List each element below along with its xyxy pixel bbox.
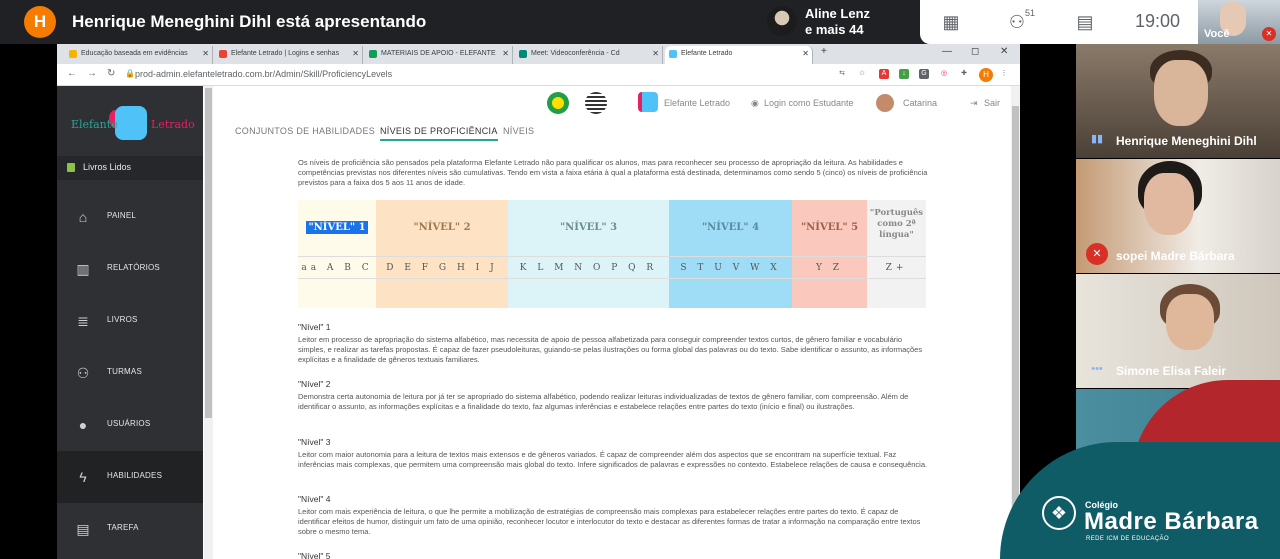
books-read-label: Livros Lidos (83, 162, 132, 172)
browser-tab-4[interactable] (515, 46, 663, 64)
mic-muted-icon: ✕ (1086, 243, 1108, 265)
close-tab-icon[interactable]: ✕ (502, 49, 509, 58)
participant-tile-1[interactable] (1076, 44, 1280, 158)
level-cell-4 (669, 278, 792, 308)
tab-favicon (519, 50, 527, 58)
sidebar-item-turmas[interactable] (57, 347, 203, 399)
presenting-text: Henrique Meneghini Dihl está apresentando (72, 12, 427, 31)
school-emblem-icon: ❖ (1042, 496, 1076, 530)
elephant-icon (115, 106, 147, 140)
level-letters-pt2: Z+ (867, 256, 926, 278)
main-scroll-thumb[interactable] (1012, 106, 1019, 526)
level-header-4 (669, 200, 792, 256)
level-description-2 (298, 379, 928, 412)
layout-grid-icon[interactable]: ▦ (942, 12, 960, 32)
level-description-1 (298, 322, 928, 365)
extension-icon[interactable]: G (919, 69, 929, 79)
url-field[interactable]: prod-admin.elefanteletrado.com.br/Admin/Skill/ProficiencyLevels (135, 69, 393, 79)
mic-muted-icon: ✕ (1262, 27, 1276, 41)
translate-icon[interactable]: ⇆ (839, 70, 845, 77)
pdf-extension-icon[interactable]: A (879, 69, 889, 79)
people-summary[interactable] (765, 3, 915, 41)
level-header-5 (792, 200, 867, 256)
people-icon[interactable]: ⚇ (1008, 12, 1026, 32)
eye-icon: ◉ (751, 98, 759, 108)
app-sidebar (57, 86, 203, 559)
tab-label: Elefante Letrado | Logins e senhas (231, 50, 340, 57)
menu-kebab-icon[interactable]: ⋮ (1000, 70, 1008, 77)
level-description-5 (298, 551, 928, 559)
logout-link[interactable]: Sair (984, 98, 1001, 108)
level-name: "NÍVEL" 1 (308, 222, 366, 233)
speaking-indicator-icon: ▮▮ (1090, 133, 1104, 145)
people-more: e mais 44 (805, 22, 864, 37)
browser-tab-2[interactable] (215, 46, 363, 64)
level-cell-pt2 (867, 278, 926, 308)
sidebar-item-label: PAINEL (107, 211, 137, 220)
participant-tile-2[interactable] (1076, 159, 1280, 273)
brand-small-text: Colégio (1085, 500, 1118, 510)
level-header-1 (298, 200, 376, 256)
book-icon (67, 163, 75, 172)
brand-name: Madre Bárbara (1084, 508, 1259, 535)
level-name: "Português como 2ª língua" (869, 208, 924, 240)
sidebar-scrollbar[interactable] (204, 86, 213, 559)
participant-name: sopei Madre Bárbara (1116, 249, 1235, 263)
content-tabs (213, 120, 1011, 142)
sidebar-item-usuarios[interactable] (57, 399, 203, 451)
browser-tab-bar (57, 44, 1020, 64)
level-letters-3: K L M N O P Q R (508, 256, 669, 278)
tab-favicon (69, 50, 77, 58)
close-tab-icon[interactable]: ✕ (802, 49, 809, 58)
sidebar-item-label: TAREFA (107, 523, 139, 532)
sidebar-item-habilidades[interactable] (57, 451, 203, 503)
level-letters-4: S T U V W X (669, 256, 792, 278)
participant-name: Simone Elisa Faleir (1116, 364, 1227, 378)
main-scrollbar[interactable] (1011, 86, 1020, 559)
usa-flag-icon[interactable] (585, 92, 607, 114)
self-label: Você (1204, 28, 1230, 40)
level-description-3 (298, 437, 928, 470)
level-description-title: "Nível" 2 (298, 379, 331, 389)
tab-levels[interactable]: NÍVEIS (503, 126, 535, 136)
lock-icon: 🔒 (125, 69, 135, 78)
forward-icon[interactable]: → (87, 68, 97, 79)
group-icon: ⚇ (76, 365, 90, 381)
reload-icon[interactable]: ↻ (107, 68, 116, 79)
level-name: "NÍVEL" 3 (559, 222, 618, 233)
tab-label: Elefante Letrado (681, 50, 733, 57)
participant-count: 51 (1025, 8, 1036, 18)
level-description-title: "Nível" 5 (298, 551, 331, 559)
sidebar-item-label: TURMAS (107, 367, 142, 376)
presenter-avatar: H (24, 6, 56, 38)
close-tab-icon[interactable]: ✕ (652, 49, 659, 58)
browser-tab-1[interactable] (65, 46, 213, 64)
tab-label: Educação baseada em evidências (81, 50, 188, 57)
tab-proficiency-levels[interactable]: NÍVEIS DE PROFICIÊNCIA (380, 126, 498, 141)
level-cell-1 (298, 278, 376, 308)
level-letters-5: Y Z (792, 256, 867, 278)
back-icon[interactable]: ← (67, 68, 77, 79)
people-name: Aline Lenz (805, 6, 871, 21)
tab-favicon (669, 50, 677, 58)
tab-favicon (219, 50, 227, 58)
address-bar (57, 64, 1020, 86)
bar-chart-icon: ▥ (76, 261, 90, 277)
brazil-flag-icon[interactable] (547, 92, 569, 114)
level-description-title: "Nível" 4 (298, 494, 331, 504)
level-description-body: Demonstra certa autonomia de leitura por já ter se apropriado do sistema alfabético, podendo realizar leituras individualizadas de textos de gênero familiar, com compreensão. Além de identificar o assunto, as informações explícitas e a finalidade do texto, faz algumas inferências e estabelece relações entre partes do texto (início e final) ou ilustrações. (298, 392, 909, 411)
level-cell-2 (376, 278, 508, 308)
sidebar-item-livros[interactable] (57, 295, 203, 347)
app-header (213, 86, 1011, 120)
user-name[interactable]: Catarina (903, 98, 938, 108)
close-tab-icon[interactable]: ✕ (202, 49, 209, 58)
app-name: Elefante Letrado (664, 98, 731, 108)
books-icon: ≣ (77, 313, 89, 329)
level-header-3 (508, 200, 669, 256)
tab-skill-sets[interactable]: CONJUNTOS DE HABILIDADES (235, 126, 376, 136)
download-extension-icon[interactable]: ↓ (899, 69, 909, 79)
level-cell-5 (792, 278, 867, 308)
chat-icon[interactable]: ▤ (1076, 12, 1094, 32)
elephant-logo-icon (638, 92, 658, 112)
level-description-title: "Nível" 1 (298, 322, 331, 332)
level-letters-2: D E F G H I J (376, 256, 508, 278)
main-content (213, 86, 1011, 559)
intro-paragraph: Os níveis de proficiência são pensados pela plataforma Elefante Letrado não para qualificar os alunos, mas para reconhecer seu processo de apropriação da leitura. As habilidades e competências previstas nos diferentes níveis são cumulativas. Tendo em vista a faixa etária à qual a plataforma está destinada, determinamos como sendo 5 (cinco) os níveis de proficiência previstos para a faixa dos 5 aos 11 anos de idade. (298, 158, 928, 187)
level-cell-3 (508, 278, 669, 308)
self-video-tile[interactable] (1198, 0, 1280, 44)
level-description-4 (298, 494, 928, 537)
participant-avatar (767, 6, 797, 36)
browser-tab-5[interactable] (665, 46, 813, 64)
more-dots-icon: ••• (1091, 363, 1103, 375)
document-icon: ▤ (76, 521, 90, 537)
level-description-body: Leitor com maior autonomia para a leitura de textos mais extensos e de gêneros variados. É capaz de compreender além dos aspectos que se encontram na superfície textual. Faz inferências mais complexas, que permitem uma compreensão mais global do texto. Infere significados de palavras e expressões no contexto. Estabelece relações de causa e consequência. (298, 450, 928, 469)
participant-face (1166, 294, 1214, 350)
level-header-pt2 (867, 200, 926, 256)
sidebar-item-label: USUÁRIOS (107, 419, 151, 428)
participant-face (1144, 173, 1194, 235)
sidebar-item-label: LIVROS (107, 315, 138, 324)
participant-tile-3[interactable] (1076, 274, 1280, 388)
record-extension-icon[interactable]: ◎ (940, 70, 948, 77)
tab-favicon (369, 50, 377, 58)
participant-face (1154, 60, 1208, 126)
student-login-link[interactable]: Login como Estudante (764, 98, 854, 108)
bookmark-star-icon[interactable]: ☆ (858, 70, 866, 77)
brand-tagline: REDE ICM DE EDUCAÇÃO (1086, 536, 1170, 542)
close-window-icon[interactable]: ✕ (1000, 46, 1009, 57)
user-avatar[interactable] (876, 94, 894, 112)
lightning-icon: ϟ (79, 469, 87, 485)
browser-tab-3[interactable] (365, 46, 513, 64)
app-logo[interactable] (71, 104, 195, 146)
sidebar-item-label: RELATÓRIOS (107, 263, 160, 272)
books-read-link[interactable] (57, 156, 203, 180)
level-description-body: Leitor em processo de apropriação do sistema alfabético, mas necessita de apoio de pessoa alfabetizada para conseguir compreender textos curtos, de gênero familiar e vocabulário simples, e realizar as tarefas propostas. É capaz de fazer pseudoleituras, guiando-se pelas ilustrações ou forma global das palavras ou do texto. Sabe identificar o assunto, as informações explícitas e a finalidade de gêneros textuais familiares. (298, 335, 923, 364)
new-tab-button[interactable]: + (821, 46, 827, 57)
logo-word-right: Letrado (151, 118, 195, 131)
minimize-icon[interactable]: — (942, 46, 952, 57)
home-icon: ⌂ (78, 209, 88, 225)
level-name: "NÍVEL" 4 (701, 222, 760, 233)
proficiency-level-table (298, 200, 926, 308)
sidebar-item-relatorios[interactable] (57, 243, 203, 295)
level-name: "NÍVEL" 2 (413, 222, 471, 233)
meeting-clock: 19:00 (1135, 11, 1181, 31)
level-description-title: "Nível" 3 (298, 437, 331, 447)
tab-label: MATERIAIS DE APOIO - ELEFANTE (381, 50, 496, 57)
puzzle-icon[interactable]: ✚ (961, 70, 967, 77)
participant-name: Henrique Meneghini Dihl (1116, 134, 1257, 148)
level-header-2 (376, 200, 508, 256)
close-tab-icon[interactable]: ✕ (352, 49, 359, 58)
user-icon: ● (78, 417, 88, 433)
level-description-body: Leitor com mais experiência de leitura, o que lhe permite a mobilização de estratégias de compreensão mais complexas para estabelecer relações entre partes do texto. É capaz de identificar efeitos de humor, distinguir um fato de uma opinião, reconhecer locutor e interlocutor do texto e destacar as diferentes formas de tratar a informação na comparação entre textos sobre o mesmo tema. (298, 507, 921, 536)
shared-browser-window (57, 44, 1020, 559)
meet-top-bar (0, 0, 1280, 44)
sidebar-item-tarefa[interactable] (57, 503, 203, 555)
sidebar-scroll-thumb[interactable] (205, 88, 212, 418)
logout-icon: ⇥ (970, 98, 978, 108)
maximize-icon[interactable]: ◻ (971, 46, 980, 57)
profile-avatar[interactable]: H (979, 68, 993, 82)
level-letters-1: aa A B C (298, 256, 376, 278)
sidebar-item-label: HABILIDADES (107, 471, 163, 480)
sidebar-item-painel[interactable] (57, 191, 203, 243)
school-brand (1000, 442, 1280, 559)
tab-label: Meet: Videoconferência - Cd (531, 50, 620, 57)
meet-controls (920, 0, 1198, 44)
logo-word-left: Elefante (71, 118, 118, 131)
level-name: "NÍVEL" 5 (800, 222, 859, 233)
